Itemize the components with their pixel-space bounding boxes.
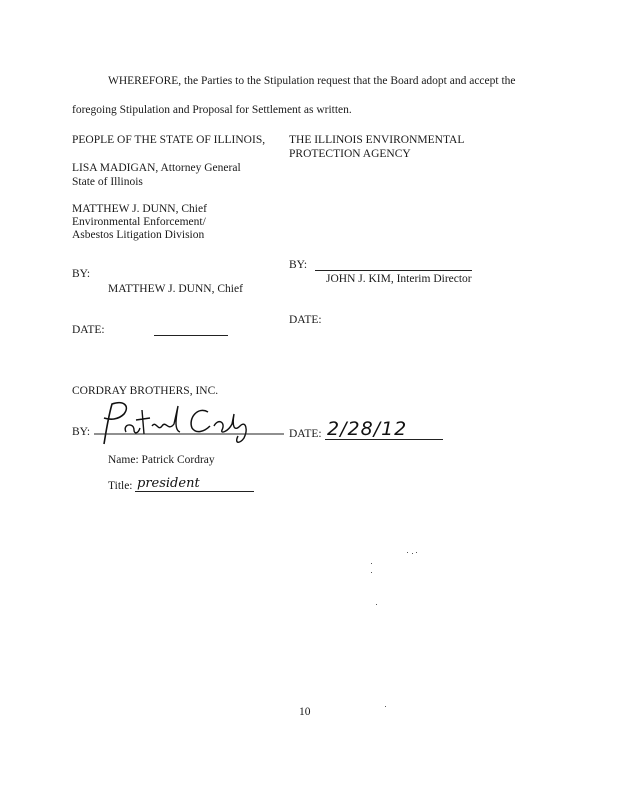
company-name: CORDRAY BROTHERS, INC. (72, 385, 219, 397)
right-party-line-2: PROTECTION AGENCY (289, 148, 411, 160)
left-date-label: DATE: (72, 324, 105, 336)
chief-name: MATTHEW J. DUNN, Chief (72, 203, 207, 215)
left-date-line (154, 335, 228, 336)
company-signature (88, 398, 288, 448)
intro-line-2: foregoing Stipulation and Proposal for Settlement as written. (72, 104, 352, 116)
scan-speck (407, 552, 408, 553)
division-line-2: Asbestos Litigation Division (72, 229, 205, 241)
page-number: 10 (299, 706, 311, 718)
right-signer: JOHN J. KIM, Interim Director (326, 273, 472, 285)
company-title-line (135, 491, 254, 492)
company-date-label: DATE: (289, 428, 322, 440)
right-by-label: BY: (289, 259, 308, 271)
company-title-value: president (137, 476, 200, 491)
company-name-label: Name: Patrick Cordray (108, 454, 215, 466)
scan-speck (376, 604, 377, 605)
intro-line-1: WHEREFORE, the Parties to the Stipulation request that the Board adopt and accept the (108, 75, 516, 87)
division-line-1: Environmental Enforcement/ (72, 216, 206, 228)
company-date-value: 2/28/12 (327, 418, 408, 440)
left-party-name: PEOPLE OF THE STATE OF ILLINOIS, (72, 134, 266, 146)
scan-speck (371, 572, 372, 573)
left-signer: MATTHEW J. DUNN, Chief (108, 283, 243, 295)
company-by-label: BY: (72, 426, 91, 438)
scan-speck (371, 563, 372, 564)
company-title-label: Title: (108, 480, 133, 492)
right-date-label: DATE: (289, 314, 322, 326)
scan-speck (416, 552, 417, 553)
attorney-general: LISA MADIGAN, Attorney General (72, 162, 241, 174)
scan-speck (385, 706, 386, 707)
left-by-label: BY: (72, 268, 91, 280)
right-signature-line (315, 270, 472, 271)
state-name: State of Illinois (72, 176, 143, 188)
right-party-line-1: THE ILLINOIS ENVIRONMENTAL (289, 134, 465, 146)
scan-speck (412, 553, 413, 554)
company-date-line (325, 439, 443, 440)
